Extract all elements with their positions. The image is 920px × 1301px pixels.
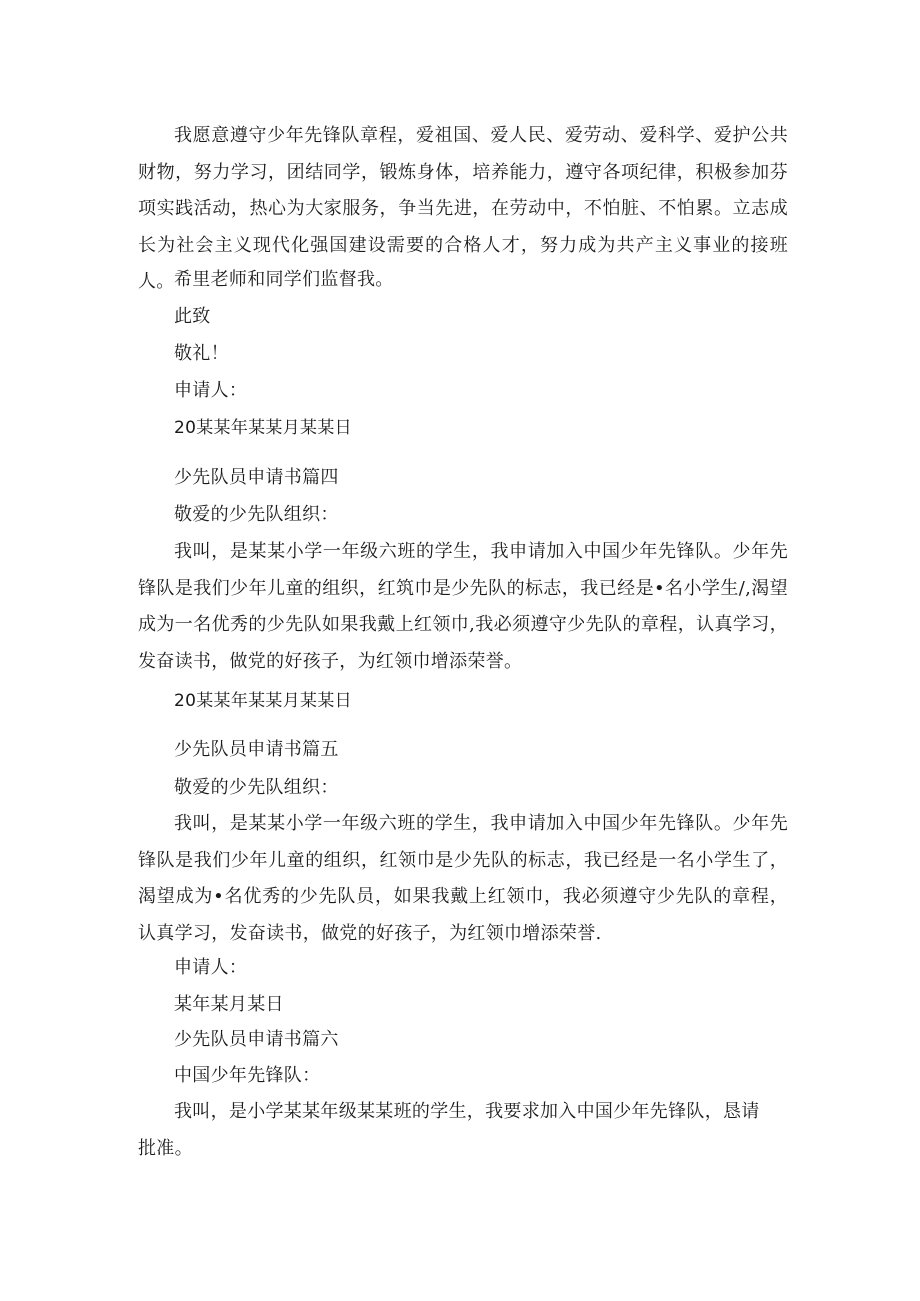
section5-date: 某年某月某日 (174, 994, 284, 1015)
section6-body-line2: 批准。 (138, 1138, 193, 1159)
section3-closing1: 此致 (174, 306, 211, 327)
section6-greeting: 中国少年先锋队： (174, 1065, 321, 1086)
section3-body: 我愿意遵守少年先锋队章程，爱祖国、爱人民、爱劳动、爱科学、爱护公共财物，努力学习，团结同学，锻炼身体，培养能力，遵守各项纪律，积极参加芬项实践活动，热心为大家服务，争当先进，在劳动中，不怕脏、不怕累。立志成长为社会主义现代化强国建设需要的合格人才，努力成为共产主义事业的接班人。 (138, 125, 788, 292)
section4-title: 少先队员申请书篇四 (174, 467, 339, 488)
section3-applicant: 申请人： (174, 380, 248, 401)
section3-hope: 希里老师和同学们监督我。 (174, 269, 394, 290)
section6-title: 少先队员申请书篇六 (174, 1029, 339, 1050)
section5-title: 少先队员申请书篇五 (174, 739, 339, 760)
section4-date: 20某某年某某月某某日 (174, 691, 352, 711)
section6-body-line1: 我叫，是小学某某年级某某班的学生，我要求加入中国少年先锋队，恳请 (174, 1101, 760, 1122)
section5-applicant: 申请人： (174, 957, 248, 978)
section5-greeting: 敬爱的少先队组织： (174, 777, 339, 798)
section5-body: 我叫，是某某小学一年级六班的学生，我申请加入中国少年先锋队。少年先锋队是我们少年儿童的组织，红领巾是少先队的标志，我已经是一名小学生了，渴望成为•名优秀的少先队员，如果我戴上红领巾，我必须遵守少先队的章程，认真学习，发奋读书，做党的好孩子，为红领巾增添荣誉. (138, 813, 788, 944)
section4-greeting: 敬爱的少先队组织： (174, 504, 339, 525)
section4-body: 我叫，是某某小学一年级六班的学生，我申请加入中国少年先锋队。少年先锋队是我们少年儿童的组织，红筑巾是少先队的标志，我已经是•名小学生/,渴望成为一名优秀的少先队如果我戴上红领巾,我必须遵守少先队的章程，认真学习，发奋读书，做党的好孩子，为红领巾增添荣誉。 (138, 541, 788, 672)
section3-closing2: 敬礼！ (174, 343, 229, 364)
section3-date: 20某某年某某月某某日 (174, 418, 352, 438)
